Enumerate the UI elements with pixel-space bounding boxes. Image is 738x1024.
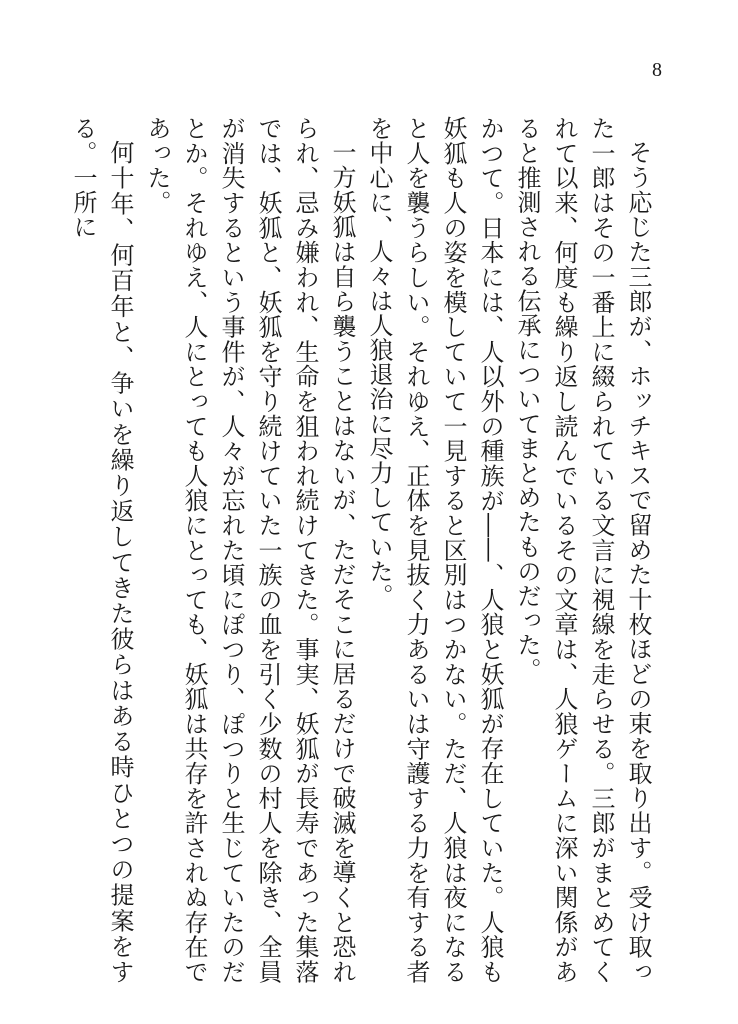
- paragraph: そう応じた三郎が、ホッチキスで留めた十枚ほどの束を取り出す。受け取った一郎はその一番上に綴られている文言に視線を走らせる。三郎がまとめてくれて以来、何度も繰り返し読んでいるその文章は、人狼ゲームに深い関係があると推測される伝承についてまとめたものだった。: [513, 116, 652, 984]
- page-number: 8: [652, 59, 662, 81]
- paragraph: 何十年、何百年と、争いを繰り返してきた彼らはある時ひとつの提案をする。一所に: [69, 116, 134, 984]
- body-text: [69, 116, 656, 984]
- paragraph: かつて。日本には、人以外の種族が――、人狼と妖狐が存在していた。人狼も妖狐も人の姿を模していて一見すると区別はつかない。ただ、人狼は夜になると人を襲うらしい。それゆえ、正体を見抜く力あるいは守護する力を有する者を中心に、人々は人狼退治に尽力していた。: [365, 116, 504, 984]
- paragraph: 一方妖狐は自ら襲うことはないが、ただそこに居るだけで破滅を導くと恐れられ、忌み嫌われ、生命を狙われ続けてきた。事実、妖狐が長寿であった集落では、妖狐と、妖狐を守り続けていた一族の血を引く少数の村人を除き、全員が消失するという事件が、人々が忘れた頃にぽつり、ぽつりと生じていたのだとか。それゆえ、人にとっても人狼にとっても、妖狐は共存を許されぬ存在であった。: [143, 116, 356, 984]
